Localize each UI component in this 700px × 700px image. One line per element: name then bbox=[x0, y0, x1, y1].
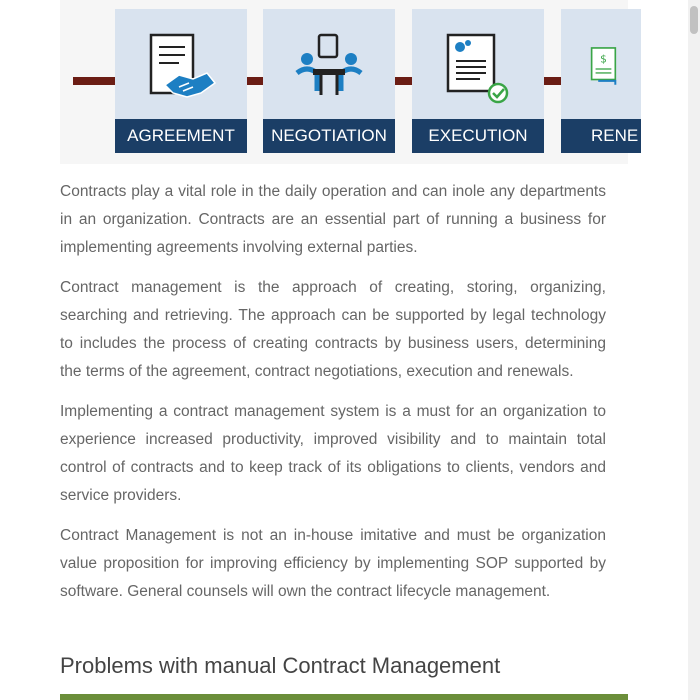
article-body bbox=[60, 178, 606, 618]
step-label: AGREEMENT bbox=[115, 119, 247, 153]
paragraph: Contract management is the approach of creating, storing, organizing, searching and retrieving. The approach can be supported by legal technology to includes the process of creating contracts by business users, determining the terms of the agreement, contract negotiations, execution and renewals. bbox=[60, 279, 606, 380]
paragraph: Contract Management is not an in-house imitative and must be organization value proposition for improving efficiency by implementing SOP supported by software. General counsels will own the contract lifecycle management. bbox=[60, 527, 606, 600]
svg-text:$: $ bbox=[600, 53, 607, 66]
step-agreement bbox=[115, 9, 247, 153]
section-divider bbox=[60, 694, 628, 700]
approved-document-icon bbox=[440, 29, 516, 109]
step-negotiation bbox=[263, 9, 395, 153]
contract-lifecycle-banner bbox=[60, 0, 639, 164]
scrollbar-thumb[interactable] bbox=[690, 6, 698, 34]
meeting-table-icon bbox=[291, 29, 367, 109]
step-label: NEGOTIATION bbox=[263, 119, 395, 153]
step-execution bbox=[412, 9, 544, 153]
dollar-document-icon bbox=[589, 29, 639, 109]
handshake-document-icon bbox=[143, 29, 219, 109]
step-label: EXECUTION bbox=[412, 119, 544, 153]
step-label: RENE bbox=[561, 119, 641, 153]
section-heading: Problems with manual Contract Management bbox=[60, 653, 501, 678]
page-scrollbar[interactable] bbox=[688, 0, 700, 700]
paragraph: Implementing a contract management system is a must for an organization to experience increased productivity, improved visibility and to maintain total control of contracts and to keep track of its obligations to clients, vendors and service providers. bbox=[60, 403, 606, 504]
step-renewal bbox=[561, 9, 641, 153]
paragraph: Contracts play a vital role in the daily operation and can inole any departments in an organization. Contracts are an essential part of running a business for implementing agreements involving external parties. bbox=[60, 183, 606, 256]
